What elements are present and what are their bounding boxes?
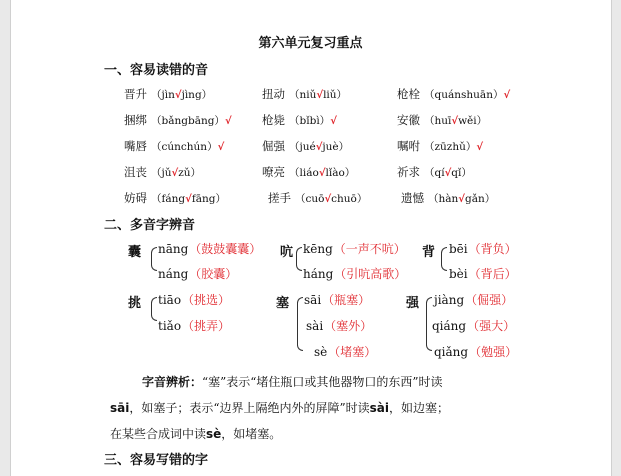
check-mark-icon: √: [217, 142, 225, 153]
analysis-text: 在某些合成词中读: [110, 427, 207, 441]
reading: [158, 240, 261, 257]
reading-pinyin: tiāo: [158, 293, 182, 307]
reading: [449, 265, 517, 282]
reading-word: （引吭高歌）: [334, 267, 407, 281]
word-pair: [397, 86, 510, 102]
check-mark-icon: √: [503, 90, 511, 101]
word-pair: [124, 138, 224, 154]
reading: [158, 317, 230, 334]
analysis-reading: sài: [369, 401, 389, 415]
reading: [434, 291, 513, 308]
word: 沮丧: [124, 165, 147, 179]
correct-pinyin: （huī: [424, 115, 452, 127]
check-mark-icon: √: [444, 168, 452, 179]
word: 嘹亮: [262, 165, 285, 179]
check-mark-icon: √: [458, 194, 465, 205]
reading-word: （背负）: [468, 242, 517, 256]
polyphone-char: 囊: [128, 245, 142, 260]
word-pair: [124, 190, 226, 206]
word: 捆绑: [124, 113, 147, 127]
check-mark-icon: √: [185, 194, 192, 205]
check-mark-icon: √: [324, 194, 332, 205]
reading-word: （塞外）: [324, 319, 373, 333]
word: 嘱咐: [397, 139, 420, 153]
word: 枪毙: [262, 113, 285, 127]
correct-pinyin: （jìn: [151, 89, 175, 101]
correct-pinyin: bāng）: [187, 115, 225, 127]
correct-pinyin: （niǔ: [289, 89, 317, 101]
reading-word: （挑选）: [182, 293, 231, 307]
reading-pinyin: qiǎng: [434, 345, 469, 359]
check-mark-icon: √: [174, 90, 182, 101]
reading-pinyin: háng: [303, 267, 334, 281]
reading-pinyin: kēng: [303, 242, 333, 256]
wrong-pinyin: （bǎng: [151, 115, 188, 127]
correct-pinyin: bì）: [309, 115, 331, 127]
analysis-reading: sāi: [110, 401, 130, 415]
reading: [304, 291, 370, 308]
reading: [303, 265, 406, 282]
analysis-line-3: [110, 421, 601, 447]
wrong-pinyin: jìng）: [181, 89, 213, 101]
reading-word: （胶囊）: [189, 267, 238, 281]
reading-pinyin: jiàng: [434, 293, 465, 307]
check-mark-icon: √: [316, 90, 324, 101]
polyphone-char: 强: [406, 296, 420, 311]
analysis-text: ，如边塞；: [389, 401, 450, 415]
word-pair: [397, 138, 483, 154]
reading-word: （堵塞）: [328, 345, 377, 359]
wrong-pinyin: qǐ）: [451, 167, 472, 179]
word: 妨碍: [124, 191, 147, 205]
wrong-pinyin: chuō）: [331, 193, 368, 205]
reading-pinyin: sāi: [304, 293, 322, 307]
word: 枪栓: [397, 87, 420, 101]
wrong-pinyin: （zū: [424, 141, 447, 153]
word-pair: [124, 112, 232, 128]
pronunciation-row: [0, 86, 621, 104]
reading-word: （背后）: [468, 267, 517, 281]
reading: [306, 317, 372, 334]
brace: [297, 297, 303, 351]
word-pair: [268, 190, 367, 206]
word-pair: [124, 164, 201, 180]
reading-word: （勉强）: [469, 345, 518, 359]
analysis-text: ，如堵塞。: [221, 427, 282, 441]
check-mark-icon: √: [171, 168, 179, 179]
polyphone-char: 吭: [280, 245, 294, 260]
pronunciation-row: [0, 112, 621, 130]
check-mark-icon: √: [315, 142, 323, 153]
correct-pinyin: （quán: [424, 89, 462, 101]
word: 晋升: [124, 87, 147, 101]
reading-pinyin: sài: [306, 319, 324, 333]
window-right-edge: [611, 0, 621, 476]
section-heading-3: 三、容易写错的字: [104, 453, 209, 468]
correct-pinyin: （cuō: [295, 193, 325, 205]
word-pair: [262, 138, 349, 154]
reading: [314, 343, 376, 360]
analysis-text: ，如塞子；表示“边界上隔绝内外的屏障”时读: [129, 401, 370, 415]
word: 搓手: [268, 191, 291, 205]
reading-pinyin: tiǎo: [158, 319, 182, 333]
reading: [158, 291, 230, 308]
word: 扭动: [262, 87, 285, 101]
section-heading-1: 一、容易读错的音: [104, 63, 209, 78]
word-pair: [401, 190, 495, 206]
wrong-pinyin: （cún: [151, 141, 181, 153]
reading-pinyin: qiáng: [432, 319, 467, 333]
polyphone-char: 背: [422, 245, 436, 260]
reading: [449, 240, 517, 257]
polyphone-char: 塞: [276, 296, 290, 311]
word-pair: [397, 164, 472, 180]
wrong-pinyin: zǔ）: [178, 167, 201, 179]
reading-word: （强大）: [467, 319, 516, 333]
brace: [151, 247, 157, 271]
check-mark-icon: √: [318, 168, 326, 179]
check-mark-icon: √: [451, 116, 459, 127]
brace: [151, 297, 157, 321]
wrong-pinyin: liǔ）: [323, 89, 348, 101]
word: 嘴唇: [124, 139, 147, 153]
brace: [441, 247, 447, 271]
pronunciation-row: [0, 138, 621, 156]
reading: [158, 265, 237, 282]
word: 祈求: [397, 165, 420, 179]
correct-pinyin: zhǔ）: [446, 141, 477, 153]
reading-word: （倔强）: [465, 293, 514, 307]
section-heading-2: 二、多音字辨音: [104, 218, 196, 233]
reading-pinyin: nāng: [158, 242, 189, 256]
reading: [432, 317, 515, 334]
wrong-pinyin: fāng）: [191, 193, 226, 205]
reading-pinyin: bèi: [449, 267, 468, 281]
correct-pinyin: （jǔ: [151, 167, 172, 179]
analysis-text: “塞”表示“堵住瓶口或其他器物口的东西”时读: [202, 375, 443, 389]
window-left-edge: [0, 0, 11, 476]
analysis-label: 字音辨析：: [142, 375, 203, 389]
wrong-pinyin: wěi）: [458, 115, 488, 127]
analysis-line-1: [110, 369, 601, 395]
analysis-line-2: [110, 395, 601, 421]
word: 安徽: [397, 113, 420, 127]
reading-word: （挑弄）: [182, 319, 231, 333]
correct-pinyin: （jué: [289, 141, 316, 153]
reading: [303, 240, 406, 257]
polyphone-char: 挑: [128, 296, 142, 311]
correct-pinyin: （fáng: [151, 193, 186, 205]
correct-pinyin: （liáo: [289, 167, 319, 179]
word-pair: [262, 164, 355, 180]
word-pair: [262, 86, 347, 102]
analysis-reading: sè: [206, 427, 222, 441]
check-mark-icon: √: [330, 116, 337, 127]
correct-pinyin: （hàn: [428, 193, 459, 205]
pronunciation-row: [0, 164, 621, 182]
word-pair: [262, 112, 337, 128]
word: 倔强: [262, 139, 285, 153]
word-pair: [397, 112, 487, 128]
wrong-pinyin: shuān）: [461, 89, 504, 101]
reading-word: （鼓鼓囊囊）: [189, 242, 262, 256]
check-mark-icon: √: [224, 116, 232, 127]
reading-pinyin: bēi: [449, 242, 468, 256]
reading-word: （一声不吭）: [333, 242, 406, 256]
reading: [434, 343, 517, 360]
wrong-pinyin: （bǐ: [289, 115, 310, 127]
wrong-pinyin: juè）: [322, 141, 350, 153]
correct-pinyin: chún）: [180, 141, 218, 153]
reading-pinyin: sè: [314, 345, 328, 359]
pronunciation-row: [0, 190, 621, 208]
brace: [296, 247, 302, 271]
word: 遗憾: [401, 191, 424, 205]
word-pair: [124, 86, 212, 102]
reading-pinyin: náng: [158, 267, 189, 281]
wrong-pinyin: gǎn）: [464, 193, 496, 205]
correct-pinyin: （qí: [424, 167, 445, 179]
reading-word: （瓶塞）: [322, 293, 371, 307]
wrong-pinyin: lǐào）: [325, 167, 356, 179]
check-mark-icon: √: [476, 142, 484, 153]
page-title: 第六单元复习重点: [258, 36, 363, 51]
